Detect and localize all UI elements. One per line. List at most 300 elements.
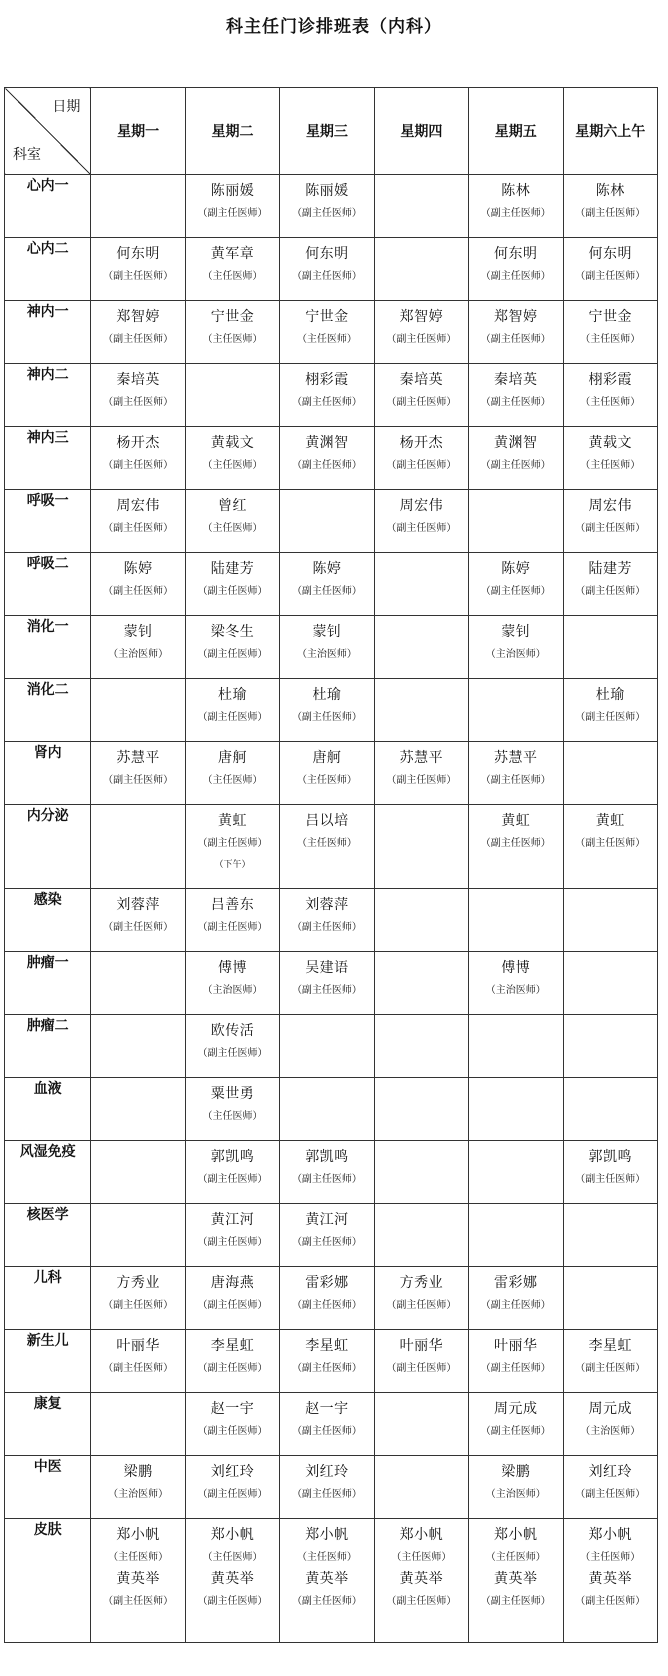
doctor-name: 曾红 [218, 498, 248, 514]
doctor-name: 宁世金 [305, 309, 349, 325]
doctor-title: （副主任医师） [575, 1489, 646, 1500]
doctor-title: （副主任医师） [103, 586, 174, 597]
doctor-name: 何东明 [494, 246, 538, 262]
corner-date-label: 日期 [52, 99, 81, 115]
doctor-entry [564, 1519, 658, 1567]
doctor-entry [564, 238, 658, 286]
doctor-entry [280, 238, 373, 286]
schedule-cell [185, 1330, 279, 1393]
doctor-title: （副主任医师） [103, 1300, 174, 1311]
doctor-name: 郑小帆 [588, 1527, 632, 1543]
doctor-name: 何东明 [588, 246, 632, 262]
schedule-cell [469, 490, 563, 553]
dept-cell: 核医学 [5, 1204, 91, 1267]
schedule-cell [469, 1330, 563, 1393]
schedule-cell [91, 952, 185, 1015]
day-header-mon: 星期一 [91, 88, 185, 175]
schedule-cell [91, 616, 185, 679]
doctor-name: 黄英举 [305, 1571, 349, 1587]
doctor-name: 周宏伟 [116, 498, 160, 514]
schedule-cell [91, 1519, 185, 1643]
doctor-title: （副主任医师） [291, 1363, 362, 1374]
schedule-cell [91, 238, 185, 301]
doctor-name: 雷彩娜 [494, 1275, 538, 1291]
doctor-entry [280, 175, 373, 223]
schedule-cell [280, 1456, 374, 1519]
doctor-entry [280, 1456, 373, 1504]
schedule-cell [374, 1015, 468, 1078]
doctor-name: 梁鹏 [123, 1464, 153, 1480]
doctor-entry [280, 679, 373, 727]
doctor-name: 吕善东 [210, 897, 255, 913]
doctor-entry [469, 952, 562, 1000]
schedule-cell [185, 364, 279, 427]
doctor-entry [469, 1267, 562, 1315]
schedule-cell [469, 1204, 563, 1267]
schedule-cell [469, 1015, 563, 1078]
doctor-entry [186, 889, 279, 937]
doctor-entry [564, 1456, 658, 1504]
doctor-entry [91, 1330, 184, 1378]
schedule-cell [374, 805, 468, 889]
doctor-title: （主任医师） [202, 1552, 263, 1563]
doctor-title: （副主任医师） [197, 1174, 268, 1185]
doctor-name: 宁世金 [588, 309, 632, 325]
doctor-entry [91, 742, 184, 790]
doctor-title: （副主任医师） [197, 649, 268, 660]
doctor-name: 陈婷 [312, 561, 342, 577]
doctor-title: （副主任医师） [197, 712, 268, 723]
schedule-cell [280, 1393, 374, 1456]
doctor-title: （主任医师） [202, 775, 263, 786]
doctor-entry [469, 1456, 562, 1504]
doctor-title: （副主任医师） [386, 1363, 457, 1374]
doctor-title: （主任医师） [296, 838, 357, 849]
doctor-title: （主任医师） [202, 523, 263, 534]
doctor-title: （主治医师） [202, 985, 263, 996]
doctor-entry [186, 679, 279, 727]
doctor-entry [469, 616, 562, 664]
schedule-cell [374, 553, 468, 616]
doctor-entry [564, 1330, 658, 1378]
schedule-cell [563, 1078, 658, 1141]
dept-cell: 神内一 [5, 301, 91, 364]
doctor-title: （副主任医师） [197, 208, 268, 219]
doctor-name: 周宏伟 [399, 498, 444, 514]
doctor-title: （主治医师） [108, 1489, 169, 1500]
doctor-name: 周元成 [588, 1401, 632, 1417]
doctor-title: （副主任医师） [480, 586, 551, 597]
doctor-entry [280, 1204, 373, 1252]
schedule-cell [91, 679, 185, 742]
doctor-title: （主任医师） [391, 1552, 452, 1563]
doctor-title: （副主任医师） [197, 1363, 268, 1374]
doctor-title: （副主任医师） [386, 334, 457, 345]
doctor-entry [186, 1141, 279, 1189]
doctor-name: 叶丽华 [494, 1338, 538, 1354]
doctor-entry [186, 1567, 279, 1611]
table-row [5, 175, 658, 238]
doctor-title: （副主任医师） [103, 334, 174, 345]
doctor-title: （副主任医师） [197, 1237, 268, 1248]
doctor-title: （主任医师） [485, 1552, 546, 1563]
table-row [5, 952, 658, 1015]
doctor-name: 黄军章 [210, 246, 255, 262]
doctor-entry [280, 364, 373, 412]
doctor-title: （主治医师） [485, 1489, 546, 1500]
schedule-cell [563, 1330, 658, 1393]
doctor-title: （主任医师） [296, 334, 357, 345]
schedule-cell [91, 805, 185, 889]
doctor-title: （副主任医师） [197, 1048, 268, 1059]
schedule-cell [469, 364, 563, 427]
schedule-cell [280, 427, 374, 490]
doctor-name: 方秀业 [399, 1275, 444, 1291]
doctor-name: 黄英举 [399, 1571, 444, 1587]
doctor-title: （副主任医师） [291, 1596, 362, 1607]
doctor-entry [280, 1567, 373, 1611]
dept-cell: 神内二 [5, 364, 91, 427]
table-row [5, 1393, 658, 1456]
schedule-cell [185, 301, 279, 364]
doctor-name: 杨开杰 [116, 435, 160, 451]
doctor-name: 陈林 [501, 183, 531, 199]
doctor-entry [280, 889, 373, 937]
doctor-title: （主治医师） [580, 1426, 641, 1437]
doctor-name: 栩彩霞 [588, 372, 632, 388]
dept-cell: 感染 [5, 889, 91, 952]
schedule-cell [280, 175, 374, 238]
schedule-cell [185, 679, 279, 742]
doctor-title: （副主任医师） [291, 1489, 362, 1500]
schedule-cell [563, 742, 658, 805]
doctor-title: （主任医师） [202, 271, 263, 282]
doctor-entry [564, 1567, 658, 1611]
doctor-entry [186, 1519, 279, 1567]
table-row [5, 889, 658, 952]
doctor-name: 黄英举 [494, 1571, 538, 1587]
doctor-entry [564, 679, 658, 727]
schedule-cell [469, 616, 563, 679]
doctor-name: 李星虹 [210, 1338, 255, 1354]
doctor-entry [280, 805, 373, 853]
doctor-title: （副主任医师） [386, 775, 457, 786]
doctor-title: （副主任医师） [386, 1596, 457, 1607]
doctor-name: 郭凯鸣 [305, 1149, 349, 1165]
doctor-entry [91, 238, 184, 286]
doctor-name: 梁冬生 [210, 624, 255, 640]
doctor-entry [186, 742, 279, 790]
doctor-entry [186, 490, 279, 538]
schedule-cell [374, 1078, 468, 1141]
schedule-cell [185, 1204, 279, 1267]
doctor-name: 刘红玲 [305, 1464, 349, 1480]
doctor-name: 杨开杰 [399, 435, 444, 451]
doctor-name: 蒙钊 [501, 624, 531, 640]
doctor-entry [280, 616, 373, 664]
doctor-entry [375, 427, 468, 475]
doctor-title: （副主任医师） [197, 1596, 268, 1607]
schedule-cell [563, 1267, 658, 1330]
doctor-title: （副主任医师） [291, 1426, 362, 1437]
doctor-name: 杜瑜 [218, 687, 248, 703]
doctor-entry [469, 238, 562, 286]
doctor-title: （副主任医师） [291, 397, 362, 408]
table-row [5, 490, 658, 553]
corner-header [5, 88, 91, 175]
doctor-title: （副主任医师） [103, 460, 174, 471]
doctor-title: （副主任医师） [480, 775, 551, 786]
dept-cell: 肿瘤一 [5, 952, 91, 1015]
doctor-title: （副主任医师） [103, 397, 174, 408]
schedule-cell [563, 889, 658, 952]
doctor-entry [280, 742, 373, 790]
dept-cell: 康复 [5, 1393, 91, 1456]
schedule-cell [563, 1015, 658, 1078]
doctor-title: （主任医师） [580, 397, 641, 408]
doctor-name: 郑小帆 [305, 1527, 349, 1543]
schedule-cell [185, 553, 279, 616]
schedule-cell [91, 553, 185, 616]
doctor-name: 郭凯鸣 [210, 1149, 255, 1165]
doctor-entry [186, 1330, 279, 1378]
doctor-name: 刘红玲 [588, 1464, 632, 1480]
table-row [5, 742, 658, 805]
doctor-name: 粟世勇 [210, 1086, 255, 1102]
doctor-title: （副主任医师） [386, 397, 457, 408]
schedule-cell [185, 175, 279, 238]
doctor-title: （副主任医师） [197, 922, 268, 933]
schedule-cell [563, 1204, 658, 1267]
schedule-cell [563, 553, 658, 616]
doctor-entry [564, 175, 658, 223]
table-row [5, 1519, 658, 1643]
schedule-cell [280, 364, 374, 427]
doctor-name: 郭凯鸣 [588, 1149, 632, 1165]
schedule-cell [91, 889, 185, 952]
schedule-cell [469, 742, 563, 805]
table-row [5, 364, 658, 427]
doctor-name: 郑小帆 [210, 1527, 255, 1543]
schedule-cell [280, 553, 374, 616]
doctor-name: 唐海燕 [210, 1275, 255, 1291]
doctor-title: （副主任医师） [103, 271, 174, 282]
schedule-cell [280, 1204, 374, 1267]
doctor-title: （副主任医师） [480, 334, 551, 345]
doctor-name: 黄虹 [501, 813, 531, 829]
table-row [5, 679, 658, 742]
doctor-title: （主任医师） [108, 1552, 169, 1563]
dept-cell: 风湿免疫 [5, 1141, 91, 1204]
doctor-name: 陈林 [595, 183, 625, 199]
doctor-entry [375, 364, 468, 412]
doctor-entry [186, 301, 279, 349]
schedule-cell [280, 1078, 374, 1141]
doctor-title: （主任医师） [580, 334, 641, 345]
doctor-name: 杜瑜 [595, 687, 625, 703]
doctor-name: 吴建语 [305, 960, 349, 976]
doctor-entry [375, 1330, 468, 1378]
doctor-title: （副主任医师） [480, 1363, 551, 1374]
day-header-sat-am: 星期六上午 [563, 88, 658, 175]
schedule-cell [185, 889, 279, 952]
doctor-title: （副主任医师） [386, 460, 457, 471]
doctor-entry [564, 1393, 658, 1441]
doctor-name: 黄江河 [305, 1212, 349, 1228]
doctor-title: （副主任医师） [575, 208, 646, 219]
doctor-title: （副主任医师） [197, 1489, 268, 1500]
doctor-title: （副主任医师） [103, 523, 174, 534]
schedule-cell [280, 1330, 374, 1393]
doctor-entry [186, 238, 279, 286]
doctor-title: （副主任医师） [480, 1426, 551, 1437]
schedule-cell [469, 301, 563, 364]
doctor-entry [186, 1204, 279, 1252]
schedule-cell [469, 1267, 563, 1330]
schedule-cell [185, 616, 279, 679]
doctor-name: 方秀业 [116, 1275, 160, 1291]
dept-cell: 血液 [5, 1078, 91, 1141]
doctor-entry [91, 889, 184, 937]
doctor-title: （副主任医师） [291, 586, 362, 597]
schedule-cell [91, 301, 185, 364]
doctor-entry [91, 616, 184, 664]
doctor-entry [375, 742, 468, 790]
schedule-cell [374, 1393, 468, 1456]
doctor-title: （副主任医师） [575, 1174, 646, 1185]
schedule-cell [563, 490, 658, 553]
schedule-cell [185, 1519, 279, 1643]
doctor-name: 周宏伟 [588, 498, 632, 514]
dept-cell: 心内一 [5, 175, 91, 238]
doctor-entry [564, 427, 658, 475]
schedule-cell [469, 427, 563, 490]
doctor-name: 陆建芳 [588, 561, 632, 577]
doctor-entry [375, 1567, 468, 1611]
schedule-cell [469, 1078, 563, 1141]
schedule-cell [469, 679, 563, 742]
doctor-title: （副主任医师） [575, 712, 646, 723]
schedule-cell [563, 364, 658, 427]
schedule-cell [91, 364, 185, 427]
doctor-name: 栩彩霞 [305, 372, 349, 388]
doctor-name: 黄英举 [210, 1571, 255, 1587]
schedule-cell [280, 238, 374, 301]
doctor-title: （主治医师） [485, 985, 546, 996]
doctor-title: （副主任医师） [291, 208, 362, 219]
schedule-cell [91, 1393, 185, 1456]
doctor-name: 陈婷 [501, 561, 531, 577]
dept-cell: 消化一 [5, 616, 91, 679]
schedule-cell [469, 1456, 563, 1519]
doctor-name: 黄渊智 [494, 435, 538, 451]
table-row [5, 1204, 658, 1267]
doctor-name: 苏慧平 [399, 750, 444, 766]
doctor-name: 傅博 [501, 960, 531, 976]
table-row [5, 1267, 658, 1330]
doctor-name: 赵一宇 [210, 1401, 255, 1417]
doctor-entry [469, 742, 562, 790]
doctor-name: 周元成 [494, 1401, 538, 1417]
schedule-cell [374, 1330, 468, 1393]
doctor-title: （主任医师） [580, 460, 641, 471]
doctor-name: 宁世金 [210, 309, 255, 325]
schedule-cell [563, 952, 658, 1015]
doctor-title: （副主任医师） [103, 922, 174, 933]
schedule-cell [280, 805, 374, 889]
schedule-cell [91, 1330, 185, 1393]
schedule-cell [374, 889, 468, 952]
day-header-fri: 星期五 [469, 88, 563, 175]
doctor-name: 秦培英 [494, 372, 538, 388]
schedule-cell [280, 679, 374, 742]
doctor-entry [186, 1015, 279, 1063]
doctor-title: （副主任医师） [291, 1237, 362, 1248]
doctor-name: 陈婷 [123, 561, 153, 577]
doctor-entry [280, 952, 373, 1000]
doctor-name: 苏慧平 [494, 750, 538, 766]
table-row [5, 805, 658, 889]
doctor-title: （副主任医师） [103, 775, 174, 786]
table-row [5, 301, 658, 364]
schedule-cell [185, 1456, 279, 1519]
doctor-entry [91, 553, 184, 601]
doctor-entry [186, 1078, 279, 1126]
schedule-cell [469, 952, 563, 1015]
dept-cell: 中医 [5, 1456, 91, 1519]
doctor-entry [91, 1456, 184, 1504]
schedule-cell [374, 1519, 468, 1643]
schedule-cell [185, 805, 279, 889]
doctor-title: （副主任医师） [386, 1300, 457, 1311]
table-row [5, 1141, 658, 1204]
schedule-cell [185, 742, 279, 805]
doctor-name: 郑智婷 [399, 309, 444, 325]
table-row [5, 427, 658, 490]
schedule-cell [280, 1141, 374, 1204]
doctor-entry [469, 364, 562, 412]
doctor-entry [280, 1267, 373, 1315]
doctor-entry [186, 1393, 279, 1441]
doctor-name: 杜瑜 [312, 687, 342, 703]
schedule-cell [185, 1141, 279, 1204]
schedule-cell [469, 805, 563, 889]
doctor-title: （副主任医师） [291, 712, 362, 723]
doctor-name: 叶丽华 [399, 1338, 444, 1354]
schedule-cell [280, 1267, 374, 1330]
schedule-cell [91, 1204, 185, 1267]
schedule-cell [563, 679, 658, 742]
doctor-name: 黄英举 [116, 1571, 160, 1587]
doctor-title: （副主任医师） [103, 1363, 174, 1374]
dept-cell: 皮肤 [5, 1519, 91, 1643]
doctor-entry [280, 427, 373, 475]
doctor-name: 李星虹 [588, 1338, 632, 1354]
doctor-name: 黄江河 [210, 1212, 255, 1228]
table-row [5, 1330, 658, 1393]
doctor-title: （副主任医师） [291, 985, 362, 996]
day-header-thu: 星期四 [374, 88, 468, 175]
doctor-name: 秦培英 [116, 372, 160, 388]
schedule-cell [563, 427, 658, 490]
schedule-cell [563, 301, 658, 364]
doctor-entry [186, 805, 279, 873]
dept-cell: 儿科 [5, 1267, 91, 1330]
doctor-title: （副主任医师） [575, 1596, 646, 1607]
doctor-entry [469, 1393, 562, 1441]
doctor-name: 刘红玲 [210, 1464, 255, 1480]
schedule-cell [374, 616, 468, 679]
